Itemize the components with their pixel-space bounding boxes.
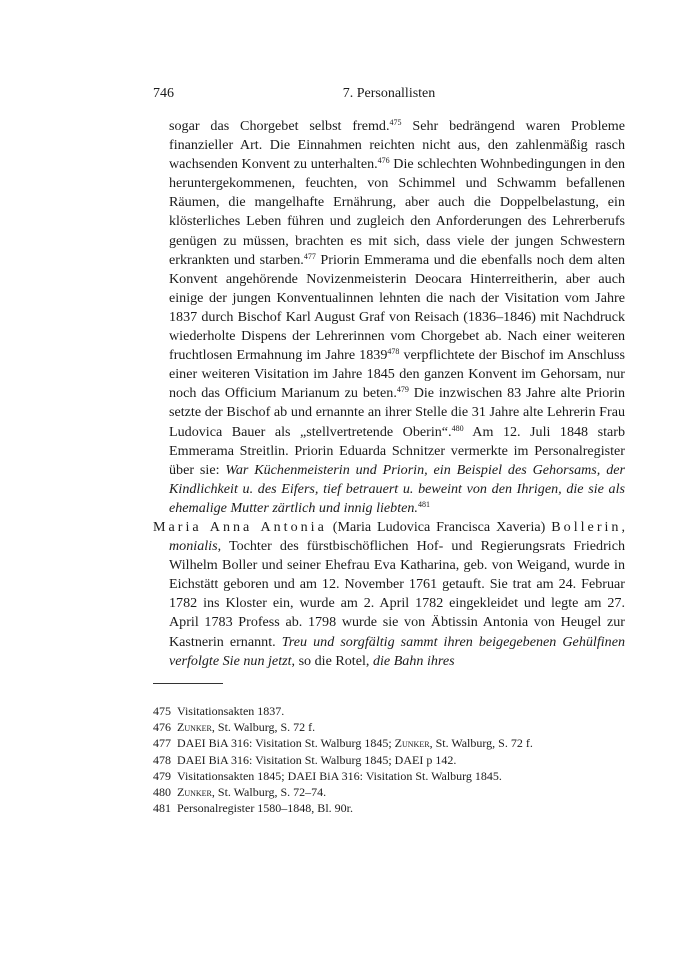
footnote-number: 479 [153,768,171,783]
footnote-ref-478: 478 [387,347,400,357]
footnotes [153,703,625,816]
author-name: Zunker [394,736,430,751]
entry-name: Maria Anna Antonia [153,518,327,535]
footnote-number: 478 [153,752,171,767]
footnote-476: 476 Zunker, St. Walburg, S. 72 f. [153,720,316,735]
footnote-number: 476 [153,720,171,735]
running-head: 7. Personallisten [342,86,436,101]
footnote-ref-477: 477 [303,251,316,261]
footnote-number: 481 [153,801,171,816]
footnote-ref-475: 475 [389,118,402,127]
footnote-number: 477 [153,736,171,751]
register-quote: War Küchenmeisterin und Priorin, ein Beispiel des Gehorsams, der Kindlichkeit u. des Eifers, tief betrauert u. beweint von den Ihrigen, die sie als ehemalige Mutter zärtlich und innig liebten. [169,461,625,516]
footnote-number: 475 [153,704,171,718]
paragraph-emmerama: sogar das Chorgebet selbst fremd.$^{475}$ Sehr bedrängend waren Probleme finanzieller Art. Die Einnahmen reichten nicht aus, den zahlenmäßig rasch wachsenden Konvent zu unterhalten.$^{476}$ Die schlechten Wohnbedingungen in den heruntergekommenen, feuchten, von Schimmel und Schwamm befallenen Räumen, die mangelhafte Ernährung, aber auch die Doppelbelastung, ein klösterliches Leben führen und zugleich den Anforderungen des Lehrerberufs genügen zu müssen, brachten es mit sich, dass viele der jungen Schwestern erkrankten und starben.$^{477}$ Priorin Emmerama und die ebenfalls noch dem alten Konvent angehörende Novizenmeisterin Deocara Hinterreitherin, aber auch einige der jungen Konventualinnen lehnten die nach der Visitation vom Jahre 1837 durch Bischof Karl August Graf von Reisach (1836–1846) mit Nachdruck wiederholte Dispens der Lehrerinnen vom Chorgebet ab. Nach einer weiteren fruchtlosen Ermahnung im Jahre 1839$^{478}$ verpflichtete der Bischof im Anschluss einer weiteren Visitation im Jahre 1845 den ganzen Konvent im Gehorsam, nur noch das Officium Marianum zu beten.$^{479}$ Die inzwischen 83 Jahre alte Priorin setzte der Bischof ab und ernannte an ihrer Stelle die 31 Jahre alte Lehrerin Frau Ludovica Bauer als „stellvertretende Oberin“.$^{480}$ Am 12. Juli 1848 starb Emmerama Streitlin. Priorin Eduarda Schnitzer vermerkte im Personalregister über sie: War Küchenmeisterin und Priorin, ein Beispiel des Gehorsams, der Kindlichkeit u. des Eifers, tief betrauert u. beweint von den Ihrigen, die sie als ehemalige Mutter zärtlich und innig liebten.$^{481}$ [169,118,626,516]
entry-status: monialis [169,538,218,555]
author-name: Zunker [177,720,212,735]
footnote-478: 478 DAEI BiA 316: Visitation St. Walburg 1845; DAEI p 142. [153,752,457,767]
footnote-481: 481 Personalregister 1580–1848, Bl. 90r. [153,801,353,816]
main-text [153,117,625,671]
footnote-475: 475 Visitationsakten 1837. [153,704,285,718]
footnote-480: 480 Zunker, St. Walburg, S. 72–74. [153,785,327,800]
entry-bollerin: Maria Anna Antonia (Maria Ludovica Francisca Xaveria) Bollerin, monialis, Tochter des fürstbischöflichen Hof- und Regierungsrats Friedrich Wilhelm Boller und seiner Ehefrau Eva Katharina, geb. von Weigand, wurde in Eichstätt geboren und am 12. November 1761 getauft. Sie trat am 24. Februar 1782 ins Kloster ein, wurde am 2. April 1782 eingekleidet und legte am 27. April 1783 Profess ab. 1798 wurde sie von Äbtissin Antonia von Heugel zur Kastnerin ernannt. Treu und sorgfältig sammt ihren beigegebenen Gehülfinen verfolgte Sie nun jetzt, so die Rotel, die Bahn ihres [153,518,626,669]
footnote-ref-480: 480 [451,423,464,433]
footnote-ref-479: 479 [396,385,409,395]
footnote-rule [153,683,223,684]
rotel-quote-2: die Bahn ihres [372,652,455,669]
entry-surname: Bollerin [551,518,622,535]
footnote-ref-481: 481 [417,499,430,509]
rotel-quote-1: Treu und sorgfältig sammt ihren beigegebenen Gehülfinen verfolgte Sie nun jetzt [169,633,626,669]
author-name: Zunker [177,785,212,800]
page-header [153,86,625,106]
footnote-479: 479 Visitationsakten 1845; DAEI BiA 316: Visitation St. Walburg 1845. [153,768,502,783]
page-number: 746 [153,86,174,101]
footnote-ref-476: 476 [377,156,390,166]
footnote-number: 480 [153,785,171,800]
footnote-477: 477 DAEI BiA 316: Visitation St. Walburg 1845; Zunker, St. Walburg, S. 72 f. [153,736,533,751]
